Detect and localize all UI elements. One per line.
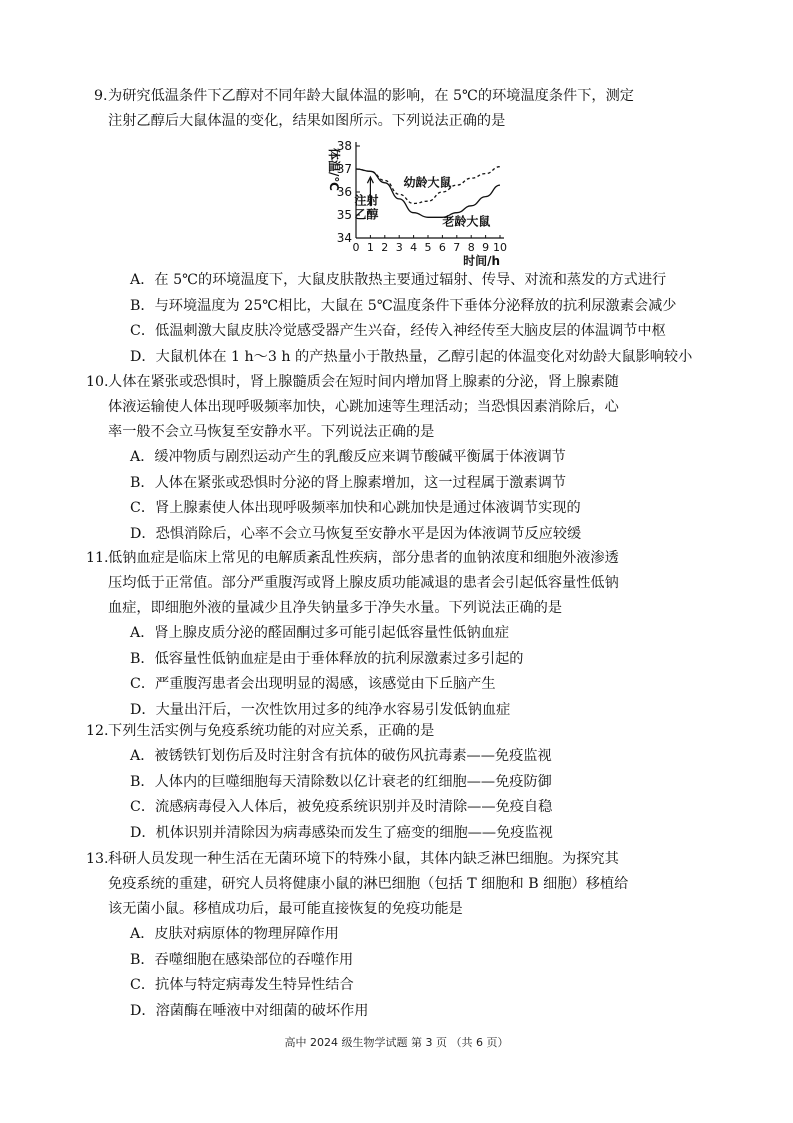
question-stem-line: 人体在紧张或恐惧时，肾上腺髓质会在短时间内增加肾上腺素的分泌，肾上腺素随	[108, 374, 619, 390]
injection-annotation-line2: 乙醇	[354, 207, 379, 222]
x-tick-label: 6	[438, 241, 446, 254]
option-c[interactable]: C．严重腹泻患者会出现明显的渴感，该感觉由下丘脑产生	[130, 676, 496, 692]
option-b[interactable]: B．吞噬细胞在感染部位的吞噬作用	[130, 951, 354, 968]
y-tick-label: 37	[336, 162, 352, 176]
option-b[interactable]: B．低容量性低钠血症是由于垂体释放的抗利尿激素过多引起的	[130, 650, 524, 667]
option-a[interactable]: A．肾上腺皮质分泌的醛固酮过多可能引起低容量性低钠血症	[130, 625, 510, 641]
question-11	[86, 546, 708, 723]
question-9	[94, 84, 708, 134]
y-tick-label: 34	[336, 231, 352, 245]
x-axis-title: 时间/h	[463, 254, 500, 266]
x-tick-label: 1	[366, 241, 374, 254]
option-a[interactable]: A．皮肤对病原体的物理屏障作用	[130, 926, 339, 942]
question-number: 11.	[86, 550, 109, 566]
option-b[interactable]: B．人体在紧张或恐惧时分泌的肾上腺素增加，这一过程属于激素调节	[130, 474, 567, 491]
question-number: 10.	[86, 374, 109, 390]
y-tick-label: 38	[336, 139, 352, 153]
x-tick-label: 10	[493, 241, 507, 254]
option-b[interactable]: B．与环境温度为 25℃相比，大鼠在 5℃温度条件下垂体分泌释放的抗利尿激素会减少	[130, 297, 677, 314]
question-stem-line: 率一般不会立马恢复至安静水平。下列说法正确的是	[108, 424, 435, 440]
x-tick-label: 3	[395, 241, 403, 254]
question-number: 13.	[86, 851, 109, 867]
option-d[interactable]: D．大鼠机体在 1 h～3 h 的产热量小于散热量，乙醇引起的体温变化对幼龄大鼠影响较小	[130, 348, 693, 365]
question-12	[86, 719, 708, 846]
temperature-line-chart	[318, 136, 518, 266]
option-b[interactable]: B．人体内的巨噬细胞每天清除数以亿计衰老的红细胞——免疫防御	[130, 773, 552, 790]
x-tick-label: 7	[453, 241, 461, 254]
question-10	[86, 370, 708, 547]
injection-annotation-line1: 注射	[354, 193, 379, 208]
x-tick-label: 8	[467, 241, 475, 254]
question-stem-line: 为研究低温条件下乙醇对不同年龄大鼠体温的影响，在 5℃的环境温度条件下，测定	[108, 88, 634, 104]
question-stem-line: 科研人员发现一种生活在无菌环境下的特殊小鼠，其体内缺乏淋巴细胞。为探究其	[108, 851, 619, 867]
series-label-young: 幼龄大鼠	[403, 175, 452, 190]
x-tick-label: 4	[410, 241, 418, 254]
question-stem-line: 下列生活实例与免疫系统功能的对应关系，正确的是	[108, 723, 435, 739]
x-tick-label: 0	[352, 241, 360, 254]
x-tick-label: 2	[381, 241, 389, 254]
option-a[interactable]: A．缓冲物质与剧烈运动产生的乳酸反应来调节酸碱平衡属于体液调节	[130, 449, 566, 465]
option-d[interactable]: D．溶菌酶在唾液中对细菌的破坏作用	[130, 1002, 369, 1019]
question-stem-line: 血症，即细胞外液的量减少且净失钠量多于净失水量。下列说法正确的是	[108, 600, 563, 616]
question-stem-line: 压均低于正常值。部分严重腹泻或肾上腺皮质功能减退的患者会引起低容量性低钠	[108, 575, 619, 591]
option-c[interactable]: C．流感病毒侵入人体后，被免疫系统识别并及时清除——免疫自稳	[130, 799, 553, 815]
option-c[interactable]: C．低温刺激大鼠皮肤冷觉感受器产生兴奋，经传入神经传至大脑皮层的体温调节中枢	[130, 323, 666, 339]
x-tick-label: 5	[424, 241, 432, 254]
y-axis-title: 体温/℃	[327, 148, 341, 191]
question-13	[86, 847, 708, 1024]
question-stem-line: 低钠血症是临床上常见的电解质紊乱性疾病，部分患者的血钠浓度和细胞外液渗透	[108, 550, 619, 566]
option-d[interactable]: D．大量出汗后，一次性饮用过多的纯净水容易引发低钠血症	[130, 701, 511, 718]
question-stem-line: 免疫系统的重建，研究人员将健康小鼠的淋巴细胞（包括 T 细胞和 B 细胞）移植给	[108, 876, 629, 892]
y-tick-label: 36	[336, 185, 352, 199]
page-footer: 高中 2024 级生物学试题 第 3 页 （共 6 页）	[284, 1036, 509, 1049]
option-d[interactable]: D．恐惧消除后，心率不会立马恢复至安静水平是因为体液调节反应较缓	[130, 525, 582, 542]
option-c[interactable]: C．抗体与特定病毒发生特异性结合	[130, 977, 354, 993]
x-tick-label: 9	[482, 241, 490, 254]
question-9-options	[108, 268, 708, 370]
y-tick-label: 35	[336, 208, 352, 222]
option-c[interactable]: C．肾上腺素使人体出现呼吸频率加快和心跳加快是通过体液调节实现的	[130, 500, 581, 516]
series-label-old: 老龄大鼠	[442, 214, 491, 229]
option-a[interactable]: A．被锈铁钉划伤后及时注射含有抗体的破伤风抗毒素——免疫监视	[130, 748, 552, 764]
option-a[interactable]: A．在 5℃的环境温度下，大鼠皮肤散热主要通过辐射、传导、对流和蒸发的方式进行	[130, 272, 667, 288]
question-stem-line: 体液运输使人体出现呼吸频率加快，心跳加速等生理活动；当恐惧因素消除后，心	[108, 399, 619, 415]
question-stem-line: 注射乙醇后大鼠体温的变化，结果如图所示。下列说法正确的是	[108, 113, 506, 129]
option-d[interactable]: D．机体识别并清除因为病毒感染而发生了癌变的细胞——免疫监视	[130, 824, 553, 841]
question-number: 9.	[94, 88, 108, 104]
question-number: 12.	[86, 723, 109, 739]
question-stem-line: 该无菌小鼠。移植成功后，最可能直接恢复的免疫功能是	[108, 901, 463, 917]
